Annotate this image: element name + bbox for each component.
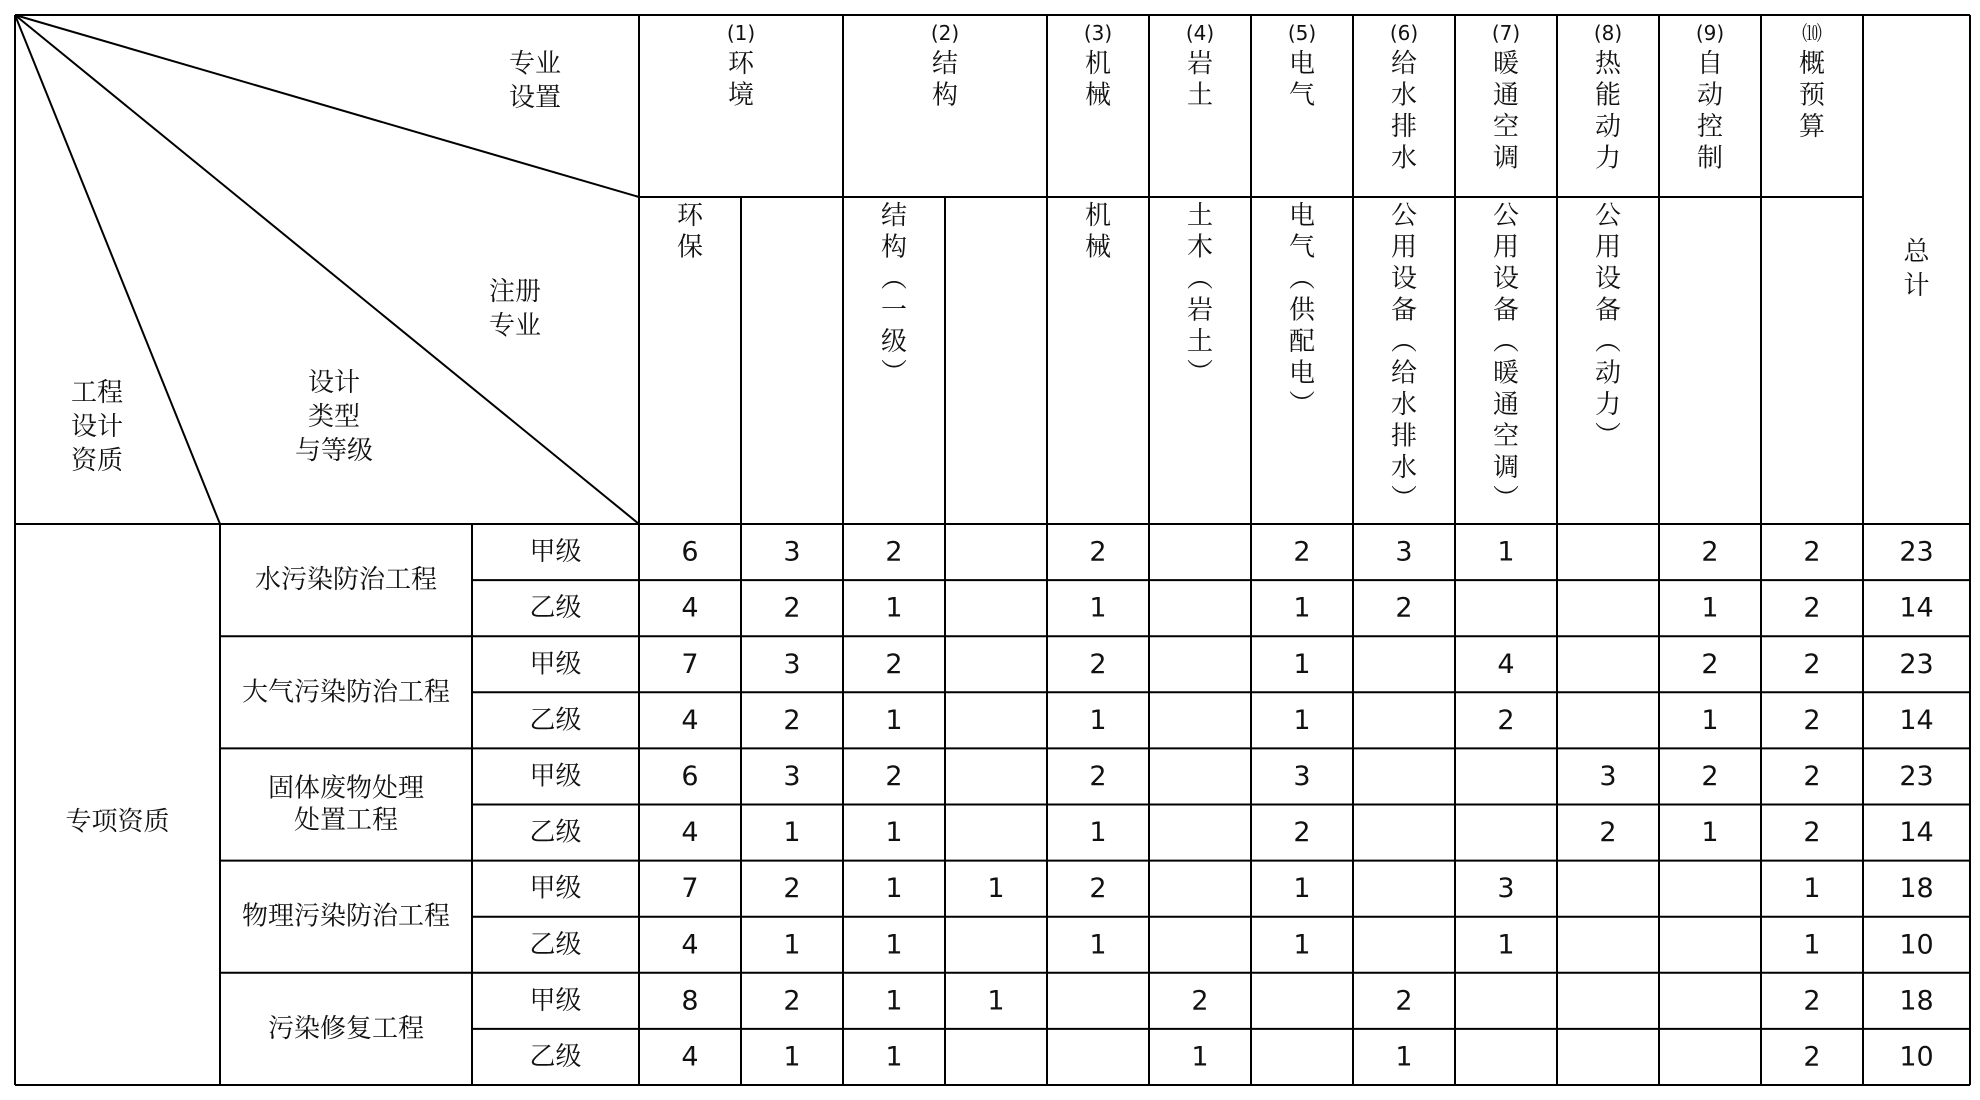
grade-label: 乙级 <box>529 929 582 960</box>
table-cell-value: 2 <box>885 536 903 568</box>
registered-specialty: 空 <box>1492 421 1520 452</box>
table-cell-value: 1 <box>1803 873 1821 905</box>
table-cell-value: 2 <box>783 592 801 624</box>
specialty-name: 动 <box>1696 80 1724 111</box>
table-cell-value: 1 <box>1089 704 1107 736</box>
registered-specialty: 备 <box>1492 295 1520 326</box>
project-type: 污染修复工程 <box>267 1013 425 1044</box>
specialty-index: (6) <box>1389 21 1419 45</box>
registered-specialty: 气 <box>1288 232 1316 263</box>
registered-specialty: 结 <box>880 201 908 231</box>
table-cell-value: 4 <box>681 817 699 849</box>
grade-label: 甲级 <box>529 649 582 680</box>
registered-specialty: 土 <box>1186 327 1214 357</box>
project-type: 大气污染防治工程 <box>241 677 451 708</box>
registered-specialty: 通 <box>1492 390 1520 420</box>
specialty-index: (4) <box>1185 21 1215 45</box>
table-cell-value: 2 <box>1395 592 1413 624</box>
table-cell-value: 2 <box>1089 760 1107 792</box>
specialty-name: 通 <box>1492 80 1520 111</box>
registered-specialty: ︶ <box>880 358 908 389</box>
grade-label: 甲级 <box>529 537 582 568</box>
specialty-index: (5) <box>1287 21 1317 45</box>
specialty-index: (2) <box>930 21 960 45</box>
specialty-name: 排 <box>1390 112 1418 142</box>
table-cell-value: 2 <box>1599 817 1617 849</box>
table-cell-value: 8 <box>681 985 699 1017</box>
row-total: 18 <box>1899 985 1934 1017</box>
grade-label: 甲级 <box>529 761 582 792</box>
registered-specialty: 水 <box>1390 453 1418 483</box>
registered-specialty: 排 <box>1390 421 1418 452</box>
table-cell-value: 3 <box>783 536 801 568</box>
specialty-name: 机 <box>1084 49 1112 79</box>
specialty-name: 水 <box>1390 143 1418 174</box>
table-cell-value: 2 <box>1701 536 1719 568</box>
table-cell-value: 2 <box>1293 536 1311 568</box>
table-cell-value: 1 <box>1497 929 1515 961</box>
specialty-name: 算 <box>1798 112 1826 142</box>
table-cell-value: 2 <box>1395 985 1413 1017</box>
registered-specialty: ︵ <box>1492 327 1520 357</box>
table-cell-value: 2 <box>1803 592 1821 624</box>
table-cell-value: 4 <box>681 592 699 624</box>
table-cell-value: 1 <box>1089 592 1107 624</box>
registered-specialty: 设 <box>1492 264 1520 294</box>
table-cell-value: 1 <box>1701 592 1719 624</box>
specialty-name: 构 <box>931 80 959 111</box>
table-cell-value: 4 <box>681 704 699 736</box>
table-cell-value: 1 <box>783 817 801 849</box>
specialty-name: 环 <box>727 49 755 79</box>
table-cell-value: 2 <box>1191 985 1209 1017</box>
registered-specialty: 动 <box>1594 358 1622 389</box>
table-cell-value: 2 <box>1089 536 1107 568</box>
table-cell-value: 1 <box>885 704 903 736</box>
table-cell-value: 1 <box>885 1041 903 1073</box>
specialty-name: 自 <box>1696 49 1724 79</box>
specialty-name: 热 <box>1594 49 1622 79</box>
corner-label-design-type: 类型 <box>307 402 361 432</box>
project-type: 处置工程 <box>293 805 399 836</box>
table-cell-value: 2 <box>885 760 903 792</box>
total-header: 计 <box>1903 271 1930 301</box>
table-cell-value: 1 <box>885 592 903 624</box>
specialty-name: 结 <box>931 49 959 79</box>
specialty-name: 土 <box>1186 80 1214 111</box>
table-cell-value: 2 <box>1089 873 1107 905</box>
specialty-name: 制 <box>1696 143 1724 174</box>
registered-specialty: 设 <box>1594 264 1622 294</box>
registered-specialty: 公 <box>1492 201 1520 231</box>
table-cell-value: 1 <box>1395 1041 1413 1073</box>
table-cell-value: 2 <box>1293 817 1311 849</box>
registered-specialty: ︶ <box>1594 421 1622 452</box>
registered-specialty: 给 <box>1390 358 1418 389</box>
registered-specialty: 用 <box>1492 232 1520 263</box>
registered-specialty: ︶ <box>1492 484 1520 515</box>
specialty-name: 预 <box>1798 80 1826 111</box>
table-cell-value: 1 <box>987 985 1005 1017</box>
specialty-index: (9) <box>1695 21 1725 45</box>
specialty-index: (1) <box>726 21 756 45</box>
registered-specialty: 备 <box>1390 295 1418 326</box>
table-cell-value: 1 <box>1497 536 1515 568</box>
table-cell-value: 3 <box>1599 760 1617 792</box>
qualification-label: 专项资质 <box>65 807 170 837</box>
specialty-name: 动 <box>1594 112 1622 142</box>
registered-specialty: ︵ <box>1288 264 1316 294</box>
table-cell-value: 1 <box>1803 929 1821 961</box>
table-cell-value: 2 <box>1803 704 1821 736</box>
registered-specialty: 用 <box>1390 232 1418 263</box>
table-cell-value: 2 <box>1803 1041 1821 1073</box>
table-cell-value: 1 <box>1293 704 1311 736</box>
specialty-name: 境 <box>727 80 755 111</box>
grade-label: 乙级 <box>529 593 582 624</box>
registered-specialty: ︵ <box>880 264 908 294</box>
table-cell-value: 1 <box>1293 873 1311 905</box>
table-cell-value: 3 <box>1395 536 1413 568</box>
table-cell-value: 1 <box>783 929 801 961</box>
specialty-name: 力 <box>1594 143 1622 174</box>
registered-specialty: 岩 <box>1186 295 1214 326</box>
registered-specialty: 调 <box>1492 453 1520 483</box>
grade-label: 乙级 <box>529 1041 582 1072</box>
table-cell-value: 3 <box>783 648 801 680</box>
table-cell-value: 1 <box>885 817 903 849</box>
row-total: 14 <box>1899 817 1934 849</box>
registered-specialty: 水 <box>1390 390 1418 420</box>
table-cell-value: 2 <box>1701 648 1719 680</box>
table-cell-value: 2 <box>1803 817 1821 849</box>
registered-specialty: 土 <box>1186 201 1214 231</box>
table-cell-value: 2 <box>783 985 801 1017</box>
registered-specialty: 一 <box>880 295 908 326</box>
corner-label-registered: 专业 <box>488 311 542 341</box>
specialty-name: 控 <box>1696 112 1724 142</box>
specialty-index: ⑽ <box>1802 21 1822 45</box>
table-cell-value: 1 <box>783 1041 801 1073</box>
table-cell-value: 1 <box>1701 817 1719 849</box>
table-cell-value: 6 <box>681 760 699 792</box>
registered-specialty: 设 <box>1390 264 1418 294</box>
registered-specialty: 机 <box>1084 201 1112 231</box>
table-cell-value: 1 <box>1089 817 1107 849</box>
table-cell-value: 1 <box>1293 929 1311 961</box>
table-cell-value: 4 <box>681 1041 699 1073</box>
table-cell-value: 3 <box>1293 760 1311 792</box>
registered-specialty: 保 <box>676 232 704 263</box>
grade-label: 乙级 <box>529 705 582 736</box>
table-cell-value: 2 <box>783 704 801 736</box>
row-total: 23 <box>1899 536 1934 568</box>
specialty-name: 给 <box>1390 49 1418 79</box>
specialty-name: 水 <box>1390 80 1418 111</box>
specialty-name: 暖 <box>1492 49 1520 79</box>
table-cell-value: 2 <box>1803 536 1821 568</box>
table-cell-value: 1 <box>1293 592 1311 624</box>
table-cell-value: 2 <box>1497 704 1515 736</box>
corner-label-qualification: 设计 <box>70 412 124 442</box>
table-text <box>65 21 1933 1072</box>
registered-specialty: 环 <box>676 201 704 231</box>
table-cell-value: 2 <box>783 873 801 905</box>
corner-label-specialty: 专业 <box>508 49 562 79</box>
table-cell-value: 3 <box>783 760 801 792</box>
table-cell-value: 1 <box>1701 704 1719 736</box>
grade-label: 甲级 <box>529 985 582 1016</box>
table-cell-value: 1 <box>885 873 903 905</box>
specialty-name: 电 <box>1288 49 1316 79</box>
table-cell-value: 7 <box>681 648 699 680</box>
registered-specialty: ︵ <box>1390 327 1418 357</box>
registered-specialty: 用 <box>1594 232 1622 263</box>
registered-specialty: 构 <box>880 232 908 263</box>
specialty-index: (3) <box>1083 21 1113 45</box>
registered-specialty: 电 <box>1288 201 1316 231</box>
table-cell-value: 1 <box>1293 648 1311 680</box>
grade-label: 乙级 <box>529 817 582 848</box>
corner-label-specialty: 设置 <box>508 83 562 113</box>
registered-specialty: 供 <box>1288 295 1316 326</box>
row-total: 14 <box>1899 704 1934 736</box>
registered-specialty: 木 <box>1186 232 1214 263</box>
corner-label-qualification: 工程 <box>70 378 124 408</box>
specialty-name: 空 <box>1492 112 1520 142</box>
specialty-name: 能 <box>1594 80 1622 111</box>
table-cell-value: 1 <box>1191 1041 1209 1073</box>
row-total: 10 <box>1899 929 1934 961</box>
table-cell-value: 6 <box>681 536 699 568</box>
table-cell-value: 2 <box>1803 760 1821 792</box>
table-cell-value: 3 <box>1497 873 1515 905</box>
corner-label-design-type: 与等级 <box>294 436 374 466</box>
registered-specialty: ︶ <box>1288 390 1316 420</box>
table-cell-value: 2 <box>1803 985 1821 1017</box>
registered-specialty: 配 <box>1288 327 1316 357</box>
table-cell-value: 1 <box>1089 929 1107 961</box>
table-cell-value: 2 <box>1701 760 1719 792</box>
specialty-name: 岩 <box>1186 49 1214 79</box>
registered-specialty: 公 <box>1594 201 1622 231</box>
registered-specialty: 备 <box>1594 295 1622 326</box>
project-type: 水污染防治工程 <box>254 565 438 596</box>
total-header: 总 <box>1903 237 1930 267</box>
corner-label-design-type: 设计 <box>307 368 361 398</box>
registered-specialty: 电 <box>1288 358 1316 389</box>
registered-specialty: ︵ <box>1186 264 1214 294</box>
registered-specialty: 级 <box>880 327 908 357</box>
table-cell-value: 7 <box>681 873 699 905</box>
corner-label-qualification: 资质 <box>70 446 124 476</box>
table-cell-value: 1 <box>885 929 903 961</box>
specialty-index: (8) <box>1593 21 1623 45</box>
specialty-index: (7) <box>1491 21 1521 45</box>
corner-label-registered: 注册 <box>488 277 542 307</box>
table-cell-value: 1 <box>885 985 903 1017</box>
grade-label: 甲级 <box>529 873 582 904</box>
row-total: 23 <box>1899 648 1934 680</box>
registered-specialty: 暖 <box>1492 358 1520 389</box>
row-total: 14 <box>1899 592 1934 624</box>
row-total: 10 <box>1899 1041 1934 1073</box>
specialty-name: 调 <box>1492 143 1520 174</box>
table-cell-value: 2 <box>885 648 903 680</box>
registered-specialty: 力 <box>1594 390 1622 420</box>
specialty-name: 气 <box>1288 80 1316 111</box>
table-cell-value: 4 <box>1497 648 1515 680</box>
registered-specialty: 械 <box>1084 232 1112 263</box>
registered-specialty: ︶ <box>1390 484 1418 515</box>
project-type: 物理污染防治工程 <box>241 901 451 932</box>
registered-specialty: 公 <box>1390 201 1418 231</box>
table-cell-value: 1 <box>987 873 1005 905</box>
row-total: 18 <box>1899 873 1934 905</box>
registered-specialty: ︶ <box>1186 358 1214 389</box>
table-cell-value: 2 <box>1089 648 1107 680</box>
registered-specialty: ︵ <box>1594 327 1622 357</box>
project-type: 固体废物处理 <box>267 773 425 804</box>
row-total: 23 <box>1899 760 1934 792</box>
specialty-name: 械 <box>1084 80 1112 111</box>
table-cell-value: 2 <box>1803 648 1821 680</box>
specialty-name: 概 <box>1798 49 1826 79</box>
table-cell-value: 4 <box>681 929 699 961</box>
